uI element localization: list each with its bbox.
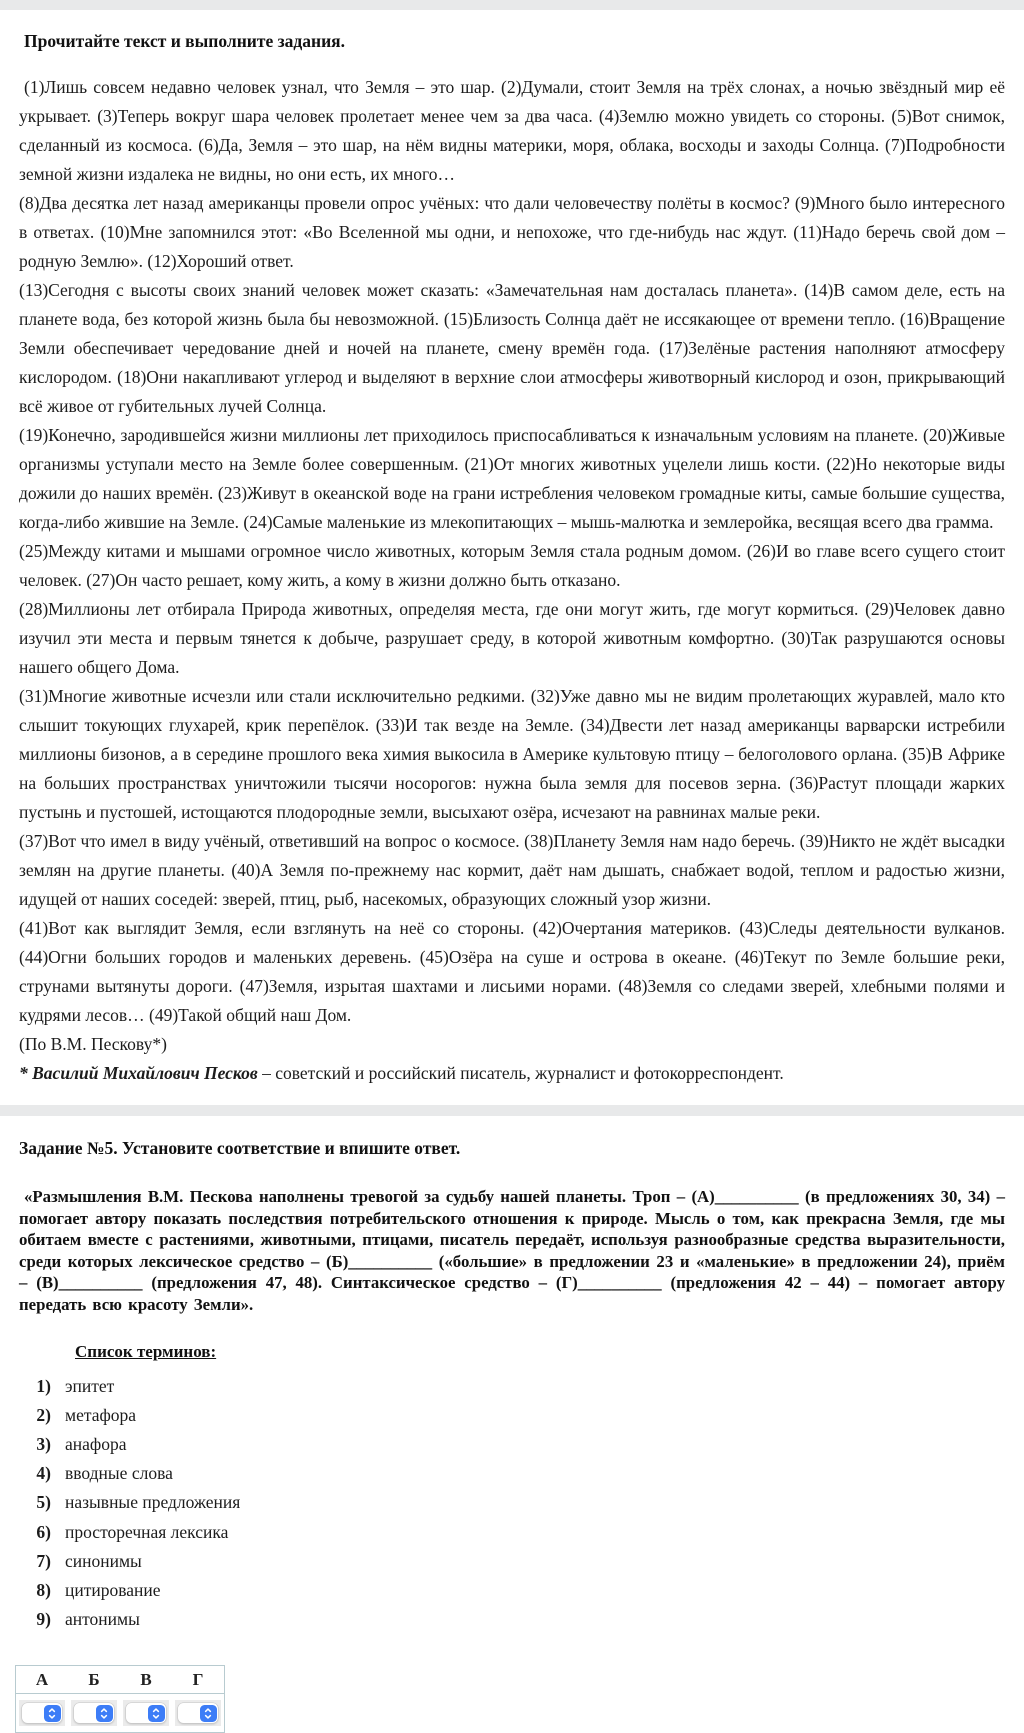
term-label: метафора [65,1404,137,1425]
reading-section [0,31,1024,1088]
stepper-icon [96,1705,113,1722]
term-number: 6) [36,1521,51,1542]
answer-table-header-row [16,1666,225,1694]
text-paragraph-8: (37)Вот что имел в виду учёный, ответивший на вопрос о космосе. (38)Планету Земля нам надо беречь. (39)Никто не ждёт высадки землян на другие планеты. (40)А Земля по-прежнему нас кормит, даёт нам дышать, снабжает водой, теплом и радостью жизни, идущей от наших соседей: зверей, птиц, рыб, насекомых, образующих сложный узор жизни. [19,831,1005,909]
term-label: просторечная лексика [65,1521,229,1542]
answer-select-g[interactable] [175,1700,221,1726]
answer-select-v[interactable] [123,1700,169,1726]
instruction-heading: Прочитайте текст и выполните задания. [24,31,346,51]
stepper-icon [44,1705,61,1722]
stepper-icon [148,1705,165,1722]
term-label: анафора [65,1433,127,1454]
term-item-2 [19,1401,1005,1430]
term-item-8 [19,1576,1005,1605]
term-number: 7) [36,1550,51,1571]
reading-text [19,73,1005,1088]
terms-list [19,1372,1005,1635]
term-label: синонимы [65,1550,142,1571]
author-footnote [19,1059,1005,1088]
term-number: 8) [36,1579,51,1600]
task-section [0,1138,1024,1733]
answer-column-header-g: Г [172,1666,225,1694]
term-item-4 [19,1459,1005,1488]
text-paragraph-2: (8)Два десятка лет назад американцы провели опрос учёных: что дали человечеству полёты в космос? (9)Много было интересного в ответах. (10)Мне запомнился этот: «Во Вселенной мы одни, и непохоже, что где-нибудь нас ждут. (11)Надо беречь свой дом – родную Землю». (12)Хороший ответ. [19,193,1005,271]
term-label: цитирование [65,1579,161,1600]
term-item-5 [19,1488,1005,1517]
text-paragraph-1: (1)Лишь совсем недавно человек узнал, что Земля – это шар. (2)Думали, стоит Земля на трёх слонах, а ночью звёздный мир её укрывает. (3)Теперь вокруг шара человек пролетает менее чем за два часа. (4)Землю можно увидеть со стороны. (5)Вот снимок, сделанный из космоса. (6)Да, Земля – это шар, на нём видны материки, моря, облака, восходы и заходы Солнца. (7)Подробности земной жизни издалека не видны, но они есть, их много… [19,77,1005,184]
text-attribution: (По В.М. Пескову*) [19,1034,167,1054]
footnote-author-name: Василий Михайлович Песков [32,1063,258,1083]
text-paragraph-5: (25)Между китами и мышами огромное число животных, которым Земля стала родным домом. (26)И во главе всего сущего стоит человек. (27)Он часто решает, кому жить, а кому в жизни должно быть отказано. [19,541,1005,590]
term-item-9 [19,1605,1005,1634]
task-heading: Задание №5. Установите соответствие и впишите ответ. [19,1138,461,1158]
term-item-7 [19,1547,1005,1576]
answer-select-b[interactable] [71,1700,117,1726]
stepper-icon [200,1705,217,1722]
term-item-3 [19,1430,1005,1459]
term-number: 2) [36,1404,51,1425]
answer-column-header-a: А [16,1666,69,1694]
answer-table [15,1665,225,1733]
text-paragraph-3: (13)Сегодня с высоты своих знаний человек может сказать: «Замечательная нам досталась планета». (14)В самом деле, есть на планете вода, без которой жизнь была бы невозможной. (15)Близость Солнца даёт не иссякающее от времени тепло. (16)Вращение Земли обеспечивает чередование дней и ночей на планете, смену времён года. (17)Зелёные растения наполняют атмосферу кислородом. (18)Они накапливают углерод и выделяют в верхние слои атмосферы животворный кислород и озон, прикрывающий всё живое от губительных лучей Солнца. [19,280,1005,416]
answer-select-a[interactable] [19,1700,65,1726]
term-number: 9) [36,1609,51,1630]
answer-column-header-b: Б [68,1666,120,1694]
footnote-author-description: – советский и российский писатель, журналист и фотокорреспондент. [257,1063,784,1083]
text-paragraph-6: (28)Миллионы лет отбирала Природа животных, определяя места, где они могут жить, где могут кормиться. (29)Человек давно изучил эти места и первым тянется к добыче, разрушает среду, в которой животным комфортно. (30)Так разрушаются основы нашего общего Дома. [19,599,1005,677]
term-label: вводные слова [65,1463,173,1484]
text-paragraph-4: (19)Конечно, зародившейся жизни миллионы лет приходилось приспосабливаться к изначальным условиям на планете. (20)Живые организмы уступали место на Земле более совершенным. (21)От многих животных уцелели лишь кости. (22)Но некоторые виды дожили до наших времён. (23)Живут в океанской воде на грани истребления человеком громадные киты, самые большие существа, когда-либо жившие на Земле. (24)Самые маленькие из млекопитающих – мышь-малютка и землеройка, весящая всего два грамма. [19,425,1005,532]
term-number: 1) [36,1375,51,1396]
section-divider [0,1105,1024,1116]
answer-column-header-v: В [120,1666,172,1694]
term-item-6 [19,1518,1005,1547]
terms-list-heading: Список терминов: [75,1341,217,1361]
term-label: антонимы [65,1609,140,1630]
term-label: назывные предложения [65,1492,241,1513]
term-label: эпитет [65,1375,115,1396]
answer-table-select-row [16,1694,225,1733]
term-number: 5) [36,1492,51,1513]
text-paragraph-9: (41)Вот как выглядит Земля, если взглянуть на неё со стороны. (42)Очертания материков. (43)Следы деятельности вулканов. (44)Огни больших городов и маленьких деревень. (45)Озёра на суше и острова в океане. (46)Текут по Земле большие реки, струнами вытянуты дороги. (47)Земля, изрытая шахтами и лисьими норами. (48)Земля со следами зверей, хлебными полями и кудрями лесов… (49)Такой общий наш Дом. [19,918,1005,1025]
term-item-1 [19,1372,1005,1401]
term-number: 3) [36,1433,51,1454]
footnote-asterisk: * [19,1063,33,1083]
text-paragraph-7: (31)Многие животные исчезли или стали исключительно редкими. (32)Уже давно мы не видим пролетающих журавлей, мало кто слышит токующих глухарей, крик перепёлок. (33)И так везде на Земле. (34)Двести лет назад американцы варварски истребили миллионы бизонов, а в середине прошлого века химия выкосила в Америке культовую птицу – белоголового орлана. (35)В Африке на больших пространствах уничтожили тысячи носорогов: нужна была земля для посевов зерна. (36)Растут площади жарких пустынь и пустошей, истощаются плодородные земли, высыхают озёра, исчезают на равнинах малые реки. [19,686,1005,822]
task-quote-text: «Размышления В.М. Пескова наполнены тревогой за судьбу нашей планеты. Троп – (А)__________ (в предложениях 30, 34) – помогает автору показать последствия потребительского отношения к природе. Мысль о том, как прекрасна Земля, где мы обитаем вместе с растениями, животными, птицами, писатель передаёт, используя разнообразные средства выразительности, среди которых лексическое средство – (Б)__________ («большие» в предложении 23 и «маленькие» в предложении 24), приём – (В)__________ (предложения 47, 48). Синтаксическое средство – (Г)__________ (предложения 42 – 44) – помогает автору передать всю красоту Земли». [19,1187,1005,1314]
page-top-band [0,0,1024,10]
term-number: 4) [36,1463,51,1484]
